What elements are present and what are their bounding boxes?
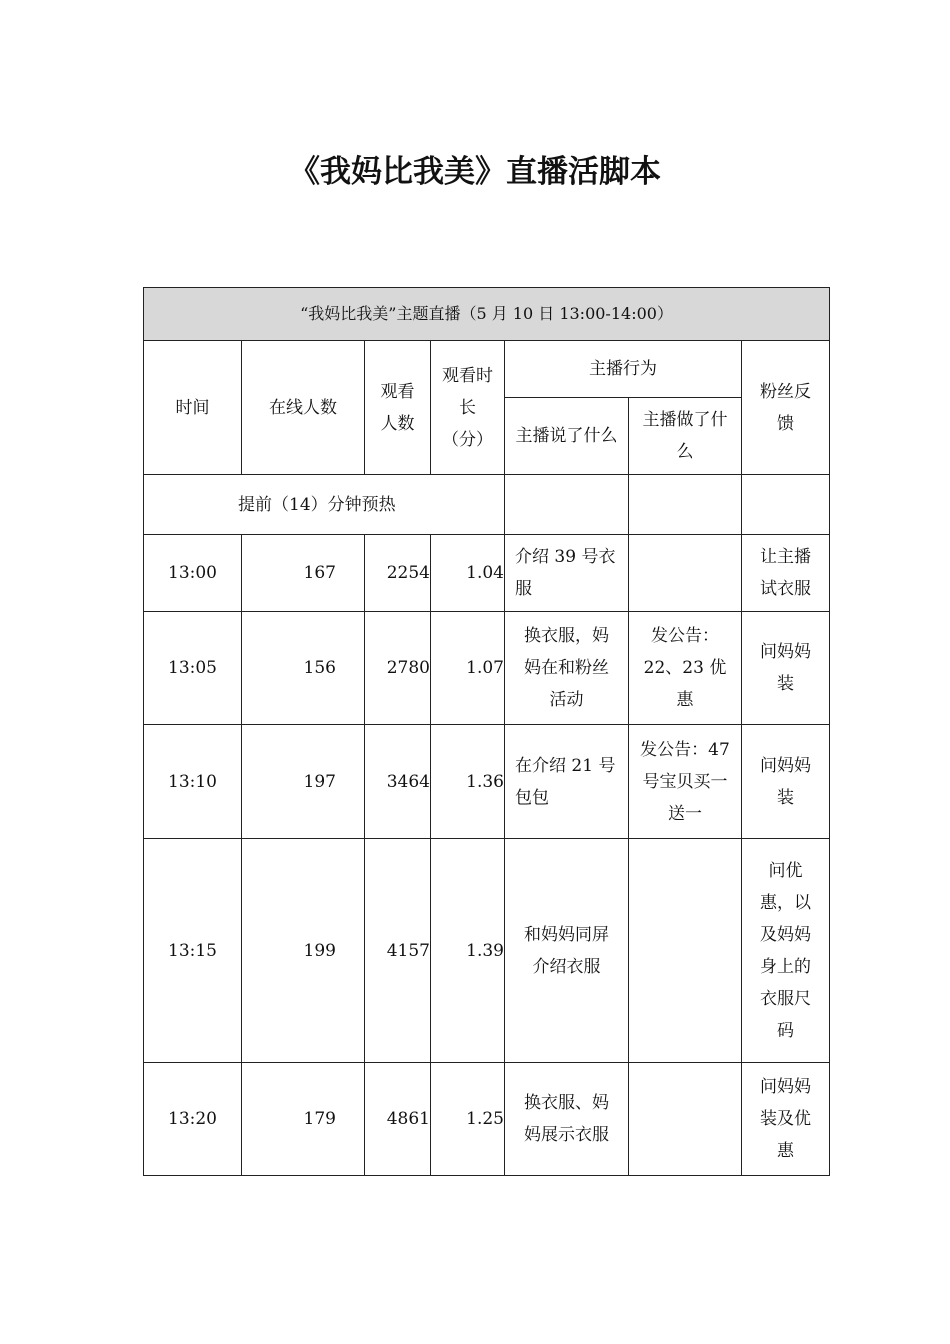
cell-feedback: 问妈妈装及优惠 [742, 1063, 830, 1176]
cell-online: 197 [242, 725, 365, 839]
cell-online: 167 [242, 535, 365, 612]
cell-duration: 1.04 [431, 535, 505, 612]
cell-time: 13:10 [144, 725, 242, 839]
cell-said: 换衣服、妈妈展示衣服 [505, 1063, 629, 1176]
cell-online: 179 [242, 1063, 365, 1176]
cell-did [629, 839, 742, 1063]
warmup-empty-feedback [742, 475, 830, 535]
cell-viewers: 2780 [365, 612, 431, 725]
table-row [144, 839, 830, 1063]
warmup-empty-said [505, 475, 629, 535]
cell-did [629, 1063, 742, 1176]
table-row [144, 725, 830, 839]
cell-duration: 1.07 [431, 612, 505, 725]
cell-online: 199 [242, 839, 365, 1063]
header-host-said: 主播说了什么 [505, 398, 629, 475]
cell-viewers: 4861 [365, 1063, 431, 1176]
cell-time: 13:00 [144, 535, 242, 612]
cell-feedback: 问妈妈装 [742, 612, 830, 725]
cell-time: 13:20 [144, 1063, 242, 1176]
cell-duration: 1.39 [431, 839, 505, 1063]
cell-said: 介绍 39 号衣服 [505, 535, 629, 612]
cell-feedback: 让主播试衣服 [742, 535, 830, 612]
warmup-row [144, 475, 830, 535]
warmup-empty-did [629, 475, 742, 535]
header-host-did: 主播做了什么 [629, 398, 742, 475]
cell-did: 发公告：22、23 优惠 [629, 612, 742, 725]
header-time: 时间 [144, 341, 242, 475]
header-online: 在线人数 [242, 341, 365, 475]
cell-feedback: 问妈妈装 [742, 725, 830, 839]
banner-row [144, 288, 830, 341]
cell-online: 156 [242, 612, 365, 725]
table-row [144, 535, 830, 612]
table-banner: “我妈比我美”主题直播（5 月 10 日 13:00-14:00） [144, 288, 830, 341]
cell-did [629, 535, 742, 612]
cell-viewers: 4157 [365, 839, 431, 1063]
header-host-behavior: 主播行为 [505, 341, 742, 398]
header-fan-feedback: 粉丝反馈 [742, 341, 830, 475]
cell-did: 发公告：47 号宝贝买一送一 [629, 725, 742, 839]
cell-viewers: 2254 [365, 535, 431, 612]
live-script-table [143, 287, 830, 1176]
table-row [144, 612, 830, 725]
header-row-1 [144, 341, 830, 398]
cell-said: 和妈妈同屏介绍衣服 [505, 839, 629, 1063]
table-row [144, 1063, 830, 1176]
cell-feedback: 问优惠，以及妈妈身上的衣服尺码 [742, 839, 830, 1063]
cell-viewers: 3464 [365, 725, 431, 839]
cell-time: 13:15 [144, 839, 242, 1063]
warmup-cell: 提前（14）分钟预热 [144, 475, 505, 535]
cell-time: 13:05 [144, 612, 242, 725]
header-duration: 观看时长（分） [431, 341, 505, 475]
cell-duration: 1.36 [431, 725, 505, 839]
cell-said: 换衣服，妈妈在和粉丝活动 [505, 612, 629, 725]
cell-said: 在介绍 21 号包包 [505, 725, 629, 839]
header-viewers: 观看人数 [365, 341, 431, 475]
cell-duration: 1.25 [431, 1063, 505, 1176]
page-title: 《我妈比我美》直播活脚本 [289, 154, 661, 190]
